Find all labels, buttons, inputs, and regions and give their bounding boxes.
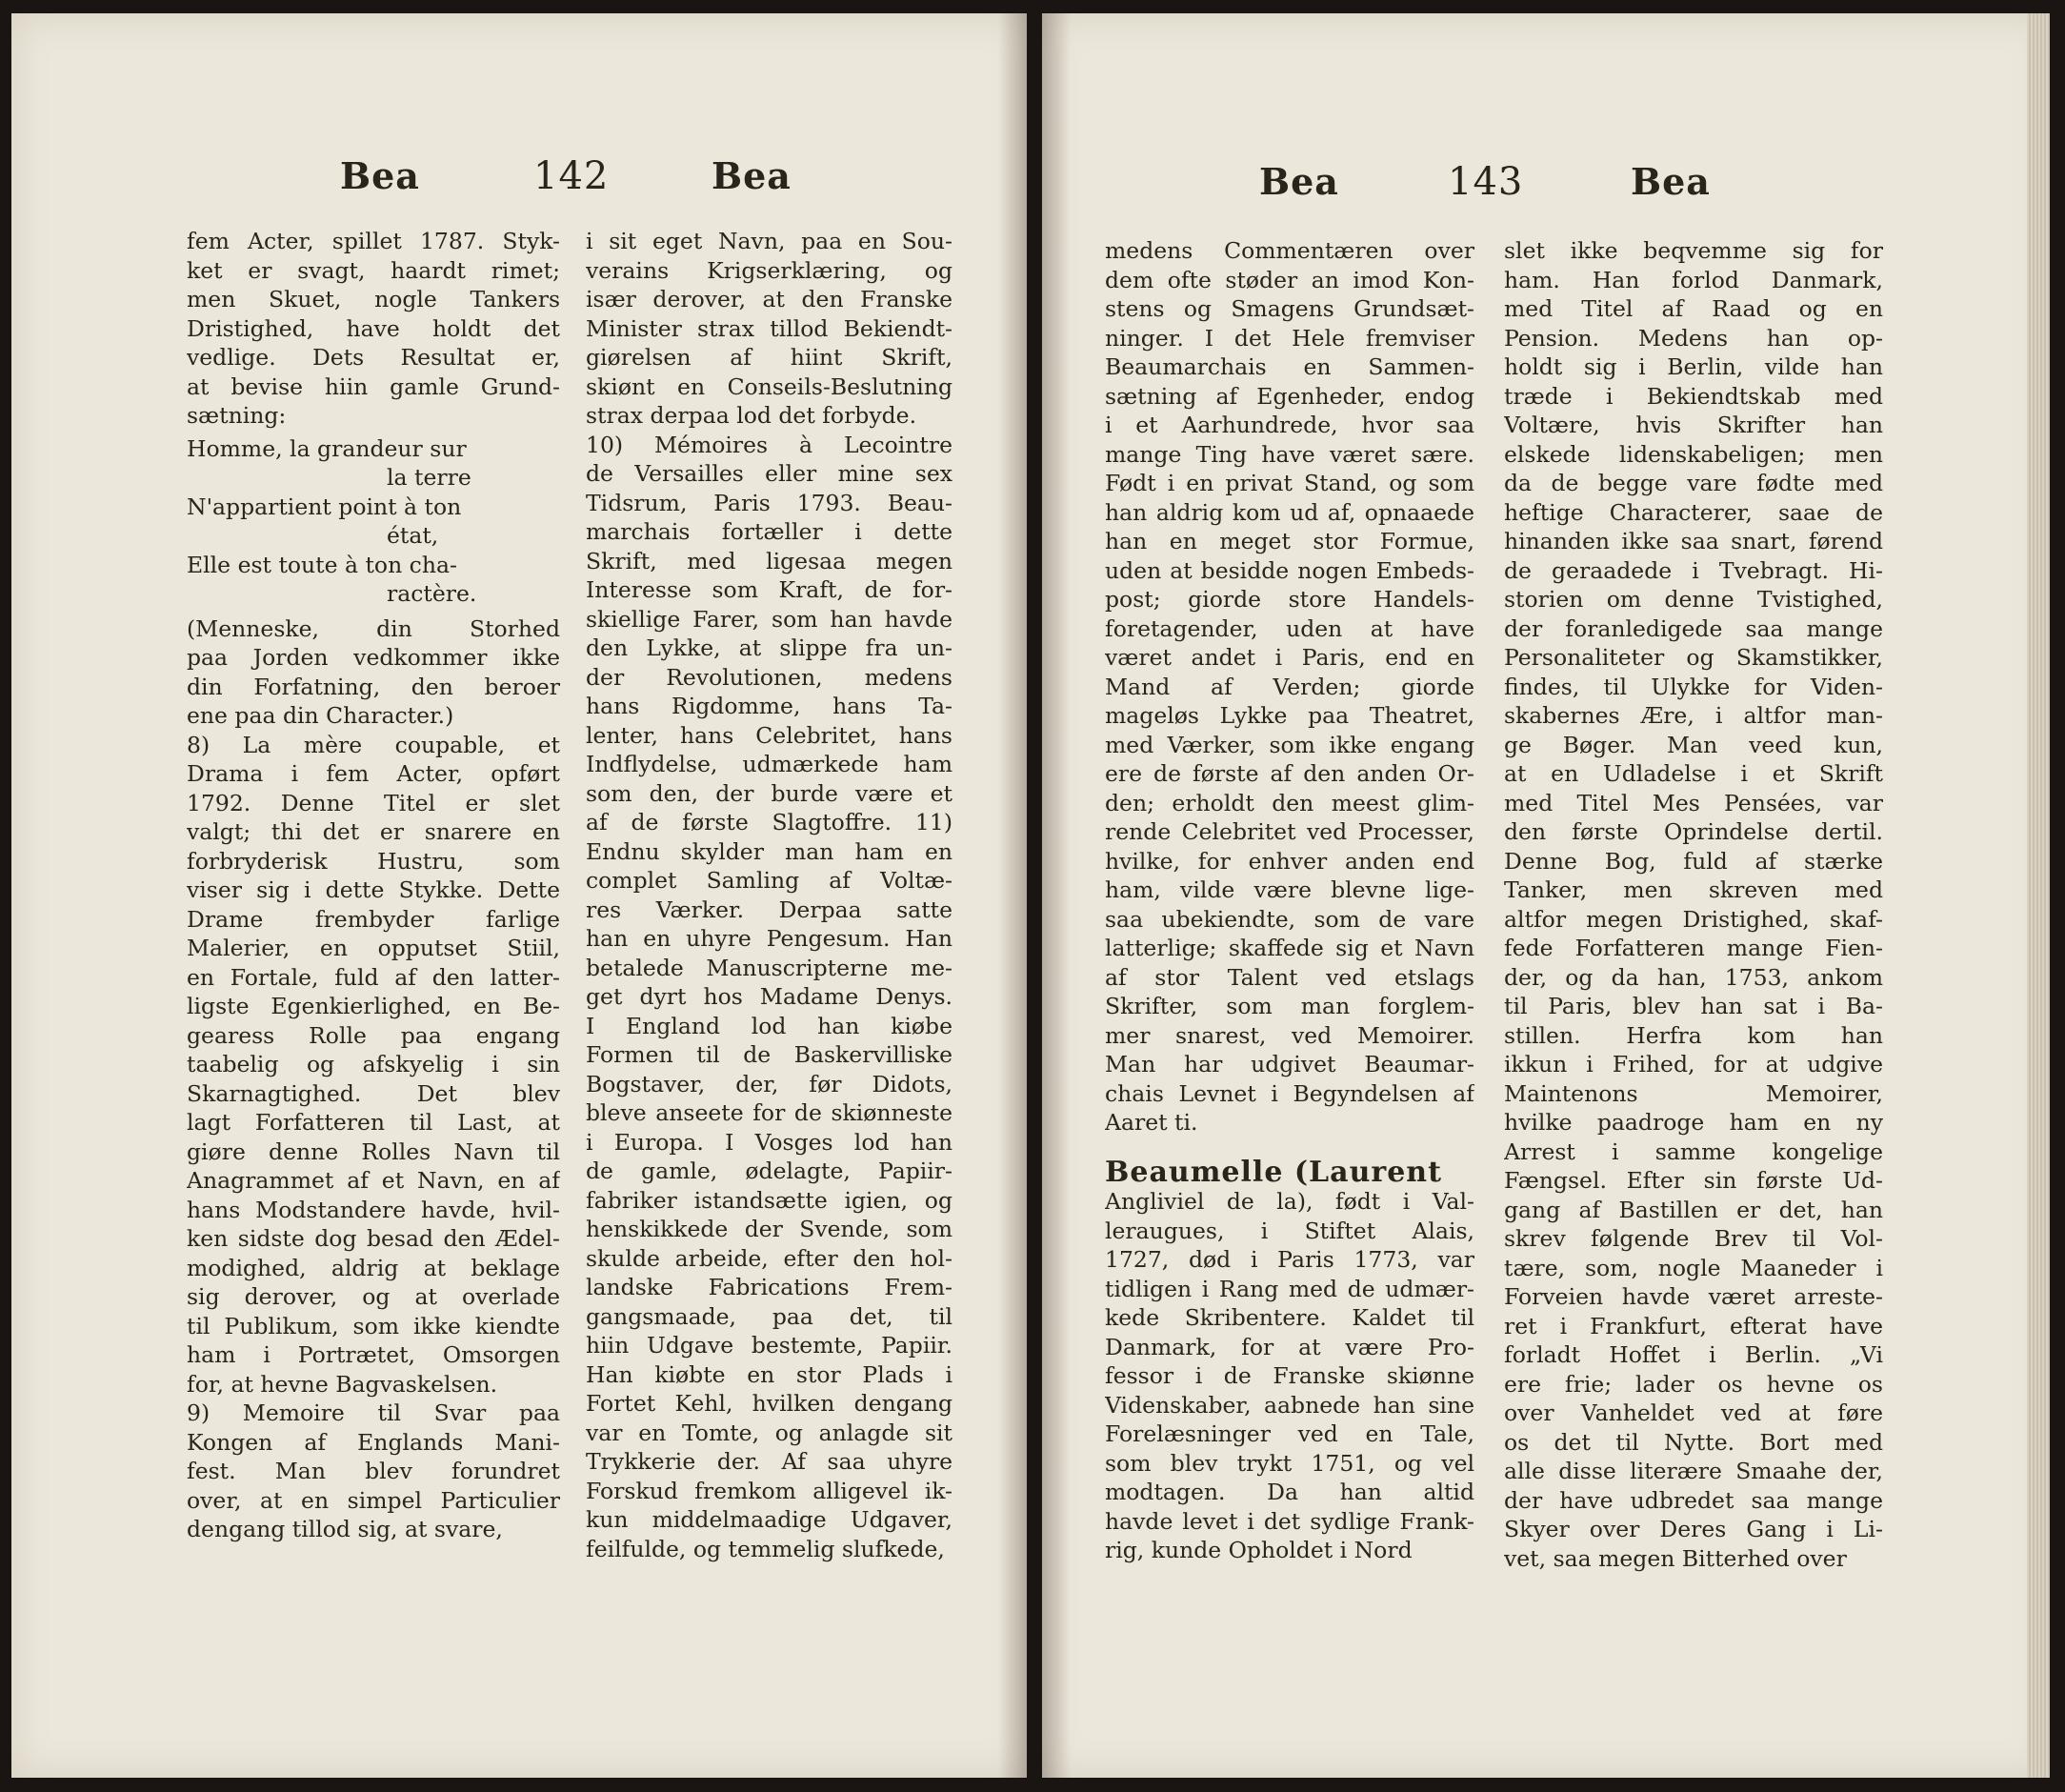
text-line: storien om denne Tvistighed, (1504, 586, 1883, 613)
text-line: latterlige; skaffede sig et Navn (1105, 935, 1474, 961)
text-line: han en meget stor Formue, (1105, 528, 1474, 554)
verse-quote (187, 434, 560, 609)
running-head (11, 154, 1027, 211)
text-line: (Menneske, din Storhed (187, 614, 560, 642)
text-line: Tanker, men skreven med (1504, 876, 1883, 903)
text-line: fem Acter, spillet 1787. Styk- (187, 228, 560, 254)
text-line: til Paris, blev han sat i Ba- (1504, 993, 1883, 1019)
text-line: over Vanheldet ved at føre (1504, 1399, 1883, 1426)
text-line: en Fortale, fuld af den latter- (187, 963, 560, 991)
text-line: Indflydelse, udmærkede ham (586, 751, 952, 777)
text-line: modtagen. Da han altid (1105, 1479, 1474, 1505)
text-line: Arrest i samme kongelige (1504, 1138, 1883, 1165)
running-head-left: Bea (340, 154, 420, 197)
text-line: han aldrig kom ud af, opnaaede (1105, 498, 1474, 526)
paragraph (187, 614, 560, 1544)
text-line: giørelsen af hiint Skrift, (586, 344, 952, 371)
text-line: 8) La mère coupable, et (187, 731, 560, 758)
text-line: ge Bøger. Man veed kun, (1504, 731, 1883, 758)
text-line: Forveien havde været arreste- (1504, 1283, 1883, 1310)
text-line: hans Rigdomme, hans Ta- (586, 693, 952, 719)
text-line: ham. Han forlod Danmark, (1504, 266, 1883, 293)
text-line: de Versailles eller mine sex (586, 460, 952, 487)
verse-line: Elle est toute à ton cha- (187, 551, 457, 578)
text-line: Skrifter, som man forglem- (1105, 993, 1474, 1019)
text-line: Personaliteter og Skamstikker, (1504, 644, 1883, 671)
text-line: hiin Udgave bestemte, Papiir. (586, 1332, 952, 1359)
text-line: Denne Bog, fuld af stærke (1504, 847, 1883, 875)
text-line: complet Samling af Voltæ- (586, 867, 952, 894)
text-line: forladt Hoffet i Berlin. „Vi (1504, 1341, 1883, 1368)
verse-line: ractère. (387, 580, 477, 607)
text-line: 10) Mémoires à Lecointre (586, 431, 952, 458)
text-line: leraugues, i Stiftet Alais, (1105, 1217, 1474, 1244)
text-line: Maintenons Memoirer, (1504, 1079, 1883, 1107)
text-line: Trykkerie der. Af saa uhyre (586, 1448, 952, 1475)
text-line: Beaumarchais en Sammen- (1105, 353, 1474, 380)
verse-line: N'appartient point à ton (187, 493, 462, 520)
paragraph (187, 227, 560, 431)
text-line: ere de første af den anden Or- (1105, 760, 1474, 787)
text-line: Videnskaber, aabnede han sine (1105, 1391, 1474, 1419)
text-line: alle disse literære Smaahe der, (1504, 1458, 1883, 1484)
text-line: rende Celebritet ved Processer, (1105, 818, 1474, 845)
text-line: Skyer over Deres Gang i Li- (1504, 1516, 1883, 1542)
text-line: 1792. Denne Titel er slet (187, 789, 560, 816)
text-line: gang af Bastillen er det, han (1504, 1196, 1883, 1223)
text-line: Skarnagtighed. Det blev (187, 1079, 560, 1107)
right-column-1 (1105, 236, 1474, 1565)
text-line: der Revolutionen, medens (586, 663, 952, 691)
running-head-right: Bea (1631, 160, 1711, 203)
text-line: res Værker. Derpaa satte (586, 896, 952, 923)
text-line: sig derover, og at overlade (187, 1283, 560, 1310)
text-line: ligste Egenkierlighed, en Be- (187, 993, 560, 1019)
text-line: chais Levnet i Begyndelsen af (1105, 1079, 1474, 1107)
text-line: for, at hevne Bagvaskelsen. (187, 1370, 498, 1398)
text-line: landske Fabrications Frem- (586, 1274, 952, 1300)
text-line: Født i en privat Stand, og som (1105, 470, 1474, 496)
gutter-shadow (1042, 13, 1071, 1778)
running-head-right: Bea (712, 154, 792, 197)
text-line: Forelæsninger ved en Tale, (1105, 1420, 1474, 1447)
text-line: over, at en simpel Particulier (187, 1486, 560, 1514)
text-line: Aaret ti. (1105, 1109, 1198, 1136)
text-line: slet ikke beqvemme sig for (1504, 237, 1883, 264)
text-line: som den, der burde være et (586, 779, 952, 807)
text-line: paa Jorden vedkommer ikke (187, 644, 560, 671)
text-line: han en uhyre Pengesum. Han (586, 925, 952, 952)
text-line: dengang tillod sig, at svare, (187, 1516, 503, 1542)
text-line: tære, som, nogle Maaneder i (1504, 1254, 1883, 1281)
verse-line: Homme, la grandeur sur (187, 434, 467, 462)
text-line: at en Udladelse i et Skrift (1504, 760, 1883, 787)
entry-heading: Beaumelle (Laurent (1105, 1155, 1442, 1189)
text-line: da de begge vare fødte med (1504, 470, 1883, 496)
text-line: skabernes Ære, i altfor man- (1504, 702, 1883, 729)
text-line: hvilke paadroge ham en ny (1504, 1109, 1883, 1136)
text-line: os det til Nytte. Bort med (1504, 1428, 1883, 1456)
text-line: lagt Forfatteren til Last, at (187, 1109, 560, 1136)
text-line: ket er svagt, haardt rimet; (187, 256, 560, 284)
text-line: Mand af Verden; giorde (1105, 673, 1474, 700)
text-line: saa ubekiendte, som de vare (1105, 905, 1474, 933)
text-line: holdt sig i Berlin, vilde han (1504, 353, 1883, 380)
text-line: Drama i fem Acter, opført (187, 760, 560, 787)
text-line: modighed, aldrig at beklage (187, 1254, 560, 1281)
paragraph (1105, 1187, 1474, 1565)
text-line: med Værker, som ikke engang (1105, 731, 1474, 758)
text-line: vedlige. Dets Resultat er, (187, 344, 560, 371)
text-line: ret i Frankfurt, efterat have (1504, 1312, 1883, 1339)
text-line: post; giorde store Handels- (1105, 586, 1474, 613)
text-line: dem ofte støder an imod Kon- (1105, 266, 1474, 293)
text-line: ene paa din Character.) (187, 702, 454, 729)
text-line: feilfulde, og temmelig slufkede, (586, 1535, 945, 1562)
text-line: I England lod han kiøbe (586, 1012, 952, 1039)
text-line: kede Skribentere. Kaldet til (1105, 1304, 1474, 1331)
text-line: Angliviel de la), født i Val- (1105, 1188, 1474, 1215)
text-line: fessor i de Franske skiønne (1105, 1362, 1474, 1389)
text-line: gangsmaade, paa det, til (586, 1302, 952, 1330)
text-line: strax derpaa lod det forbyde. (586, 402, 917, 429)
text-line: bleve anseete for de skiønneste (586, 1099, 952, 1126)
text-line: med Titel af Raad og en (1504, 295, 1883, 322)
text-line: de geraadede i Tvebragt. Hi- (1504, 556, 1883, 584)
text-line: foretagender, uden at have (1105, 614, 1474, 642)
text-line: mange Ting have været sære. (1105, 440, 1474, 468)
text-line: ikkun i Frihed, for at udgive (1504, 1051, 1883, 1077)
text-line: fede Forfatteren mange Fien- (1504, 935, 1883, 961)
verse-line: état, (387, 522, 439, 549)
text-line: skiønt en Conseils-Beslutning (586, 372, 952, 400)
text-line: mageløs Lykke paa Theatret, (1105, 702, 1474, 729)
text-line: ere frie; lader os hevne os (1504, 1370, 1883, 1398)
text-line: i sit eget Navn, paa en Sou- (586, 228, 952, 254)
text-line: den Lykke, at slippe fra un- (586, 634, 952, 661)
left-page (11, 13, 1027, 1778)
paragraph (1105, 236, 1474, 1138)
text-line: der, og da han, 1753, ankom (1504, 963, 1883, 991)
text-line: i Europa. I Vosges lod han (586, 1128, 952, 1156)
text-line: valgt; thi det er snarere en (187, 818, 560, 845)
text-line: Danmark, for at være Pro- (1105, 1333, 1474, 1360)
text-line: ham, vilde være blevne lige- (1105, 876, 1474, 903)
text-line: lenter, hans Celebritet, hans (586, 721, 952, 749)
text-line: Drame frembyder farlige (187, 905, 560, 933)
text-line: sætning: (187, 402, 287, 429)
right-column-2 (1504, 236, 1883, 1573)
text-line: var en Tomte, og anlagde sit (586, 1419, 952, 1446)
text-line: Skrift, med ligesaa megen (586, 547, 952, 574)
text-line: fest. Man blev forundret (187, 1458, 560, 1484)
text-line: elskede lidenskabeligen; men (1504, 440, 1883, 468)
text-line: Formen til de Baskervilliske (586, 1041, 952, 1068)
text-line: viser sig i dette Stykke. Dette (187, 876, 560, 903)
text-line: uden at besidde nogen Embeds- (1105, 556, 1474, 584)
text-line: verains Krigserklæring, og (586, 256, 952, 284)
text-line: vet, saa megen Bitterhed over (1504, 1544, 1847, 1572)
text-line: din Forfatning, den beroer (187, 673, 560, 700)
text-line: de gamle, ødelagte, Papiir- (586, 1158, 952, 1184)
text-line: Bogstaver, der, før Didots, (586, 1070, 952, 1097)
text-line: der foranledigede saa mange (1504, 614, 1883, 642)
text-line: heftige Characterer, saae de (1504, 498, 1883, 526)
left-column-1 (187, 227, 560, 1544)
left-column-2 (586, 227, 952, 1563)
text-line: men Skuet, nogle Tankers (187, 286, 560, 312)
running-head (1042, 160, 2050, 217)
text-line: Endnu skylder man ham en (586, 837, 952, 865)
text-line: hans Modstandere havde, hvil- (187, 1196, 560, 1223)
text-line: i et Aarhundrede, hvor saa (1105, 412, 1474, 438)
text-line: tidligen i Rang med de udmær- (1105, 1275, 1474, 1302)
text-line: 1727, død i Paris 1773, var (1105, 1246, 1474, 1273)
text-line: træde i Bekiendtskab med (1504, 382, 1883, 410)
text-line: 9) Memoire til Svar paa (187, 1399, 560, 1426)
text-line: fabriker istandsætte igien, og (586, 1186, 952, 1214)
text-line: med Titel Mes Pensées, var (1504, 789, 1883, 816)
text-line: giøre denne Rolles Navn til (187, 1138, 560, 1165)
text-line: skrev følgende Brev til Vol- (1504, 1225, 1883, 1252)
text-line: skulde arbeide, efter den hol- (586, 1244, 952, 1272)
page-number: 143 (1448, 160, 1524, 204)
text-line: medens Commentæren over (1105, 237, 1474, 264)
text-line: Minister strax tillod Bekiendt- (586, 314, 952, 342)
right-page (1042, 13, 2050, 1778)
text-line: skiellige Farer, som han havde (586, 605, 952, 633)
text-line: Anagrammet af et Navn, en af (187, 1167, 560, 1194)
text-line: forbryderisk Hustru, som (187, 847, 560, 875)
text-line: af de første Slagtoffre. 11) (586, 809, 952, 836)
text-line: hinanden ikke saa snart, førend (1504, 528, 1883, 554)
text-line: at bevise hiin gamle Grund- (187, 372, 560, 400)
text-line: Dristighed, have holdt det (187, 314, 560, 342)
text-line: altfor megen Dristighed, skaf- (1504, 905, 1883, 933)
text-line: været andet i Paris, end en (1105, 644, 1474, 671)
text-line: mer snarest, ved Memoirer. (1105, 1021, 1474, 1049)
text-line: som blev trykt 1751, og vel (1105, 1449, 1474, 1477)
text-line: get dyrt hos Madame Denys. (586, 983, 952, 1010)
text-line: Fængsel. Efter sin første Ud- (1504, 1167, 1883, 1194)
text-line: taabelig og afskyelig i sin (187, 1051, 560, 1077)
text-line: havde levet i det sydlige Frank- (1105, 1507, 1474, 1535)
text-line: stens og Smagens Grundsæt- (1105, 295, 1474, 322)
text-line: Han kiøbte en stor Plads i (586, 1360, 952, 1388)
text-line: kun middelmaadige Udgaver, (586, 1506, 952, 1533)
text-line: Forskud fremkom alligevel ik- (586, 1477, 952, 1504)
text-line: henskikkede der Svende, som (586, 1216, 952, 1242)
text-line: betalede Manuscripterne me- (586, 954, 952, 981)
text-line: rig, kunde Opholdet i Nord (1105, 1537, 1413, 1563)
text-line: der have udbredet saa mange (1504, 1486, 1883, 1514)
text-line: marchais fortæller i dette (586, 518, 952, 545)
text-line: ken sidste dog besad den Ædel- (187, 1225, 560, 1252)
text-line: den; erholdt den meest glim- (1105, 789, 1474, 816)
text-line: Pension. Medens han op- (1504, 324, 1883, 352)
text-line: af stor Talent ved etslags (1105, 963, 1474, 991)
text-line: Malerier, en opputset Stiil, (187, 935, 560, 961)
text-line: hvilke, for enhver anden end (1105, 847, 1474, 875)
text-line: den første Oprindelse dertil. (1504, 818, 1883, 845)
text-line: Interesse som Kraft, de for- (586, 576, 952, 603)
text-line: Tidsrum, Paris 1793. Beau- (586, 489, 952, 516)
text-line: ninger. I det Hele fremviser (1105, 324, 1474, 352)
text-line: især derover, at den Franske (586, 286, 952, 312)
running-head-left: Bea (1259, 160, 1339, 203)
text-line: Fortet Kehl, hvilken dengang (586, 1390, 952, 1417)
page-number: 142 (533, 154, 610, 198)
text-line: sætning af Egenheder, endog (1105, 382, 1474, 410)
page-edge (2027, 13, 2050, 1778)
text-line: findes, til Ulykke for Viden- (1504, 673, 1883, 700)
text-line: stillen. Herfra kom han (1504, 1021, 1883, 1049)
text-line: til Publikum, som ikke kiendte (187, 1312, 560, 1339)
text-line: Kongen af Englands Mani- (187, 1428, 560, 1456)
text-line: ham i Portrætet, Omsorgen (187, 1341, 560, 1368)
text-line: gearess Rolle paa engang (187, 1021, 560, 1049)
text-line: Voltære, hvis Skrifter han (1504, 412, 1883, 438)
verse-line: la terre (387, 464, 471, 491)
text-line: Man har udgivet Beaumar- (1105, 1051, 1474, 1077)
gutter-shadow (998, 13, 1027, 1778)
